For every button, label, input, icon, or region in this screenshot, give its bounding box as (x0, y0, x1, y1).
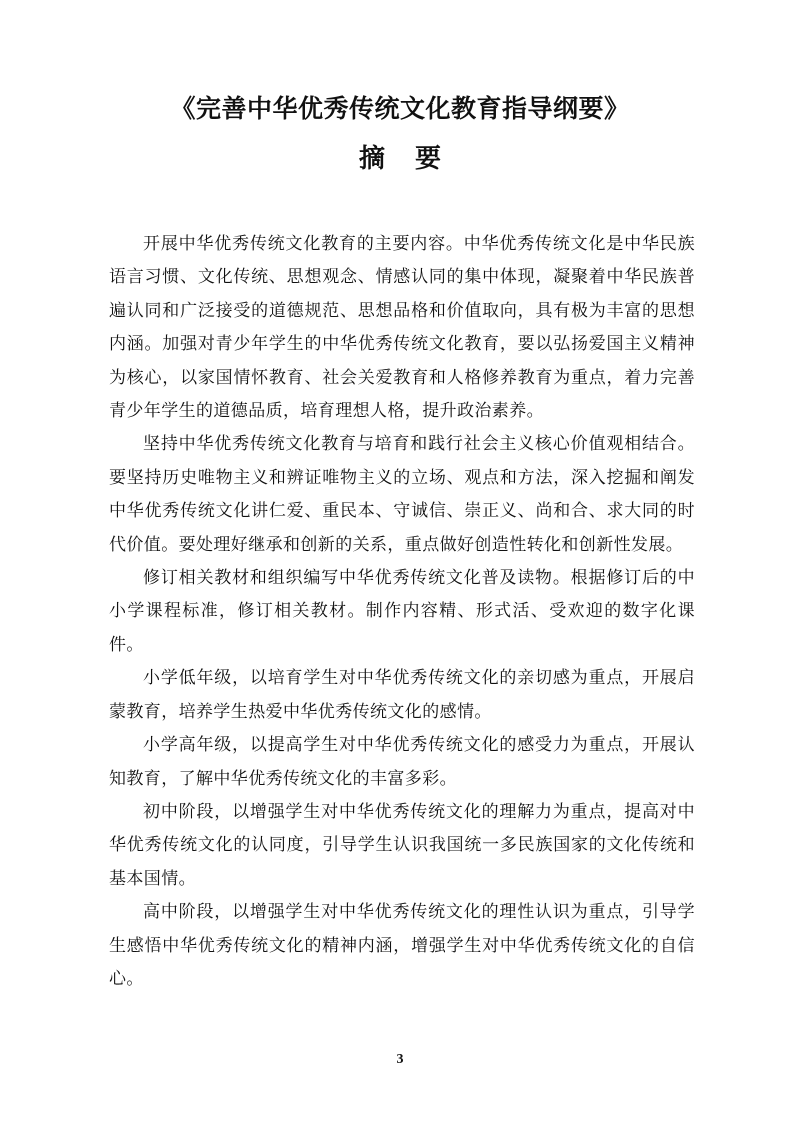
document-title: 《完善中华优秀传统文化教育指导纲要》 (170, 94, 630, 123)
paragraph-senior-high: 高中阶段，以增强学生对中华优秀传统文化的理性认识为重点，引导学生感悟中华优秀传统文化的精神内涵，增强学生对中华优秀传统文化的自信心。 (109, 902, 695, 989)
document-subtitle: 摘要 (358, 144, 471, 174)
document-body (109, 228, 695, 996)
paragraph-primary-lower: 小学低年级，以培育学生对中华优秀传统文化的亲切感为重点，开展启蒙教育，培养学生热爱中华优秀传统文化的感情。 (109, 668, 695, 722)
paragraph-primary-upper: 小学高年级，以提高学生对中华优秀传统文化的感受力为重点，开展认知教育，了解中华优秀传统文化的丰富多彩。 (109, 735, 695, 789)
paragraph-textbooks: 修订相关教材和组织编写中华优秀传统文化普及读物。根据修订后的中小学课程标准，修订相关教材。制作内容精、形式活、受欢迎的数字化课件。 (109, 568, 695, 655)
page-number: 3 (396, 1052, 404, 1067)
paragraph-junior-high: 初中阶段，以增强学生对中华优秀传统文化的理解力为重点，提高对中华优秀传统文化的认同度，引导学生认识我国统一多民族国家的文化传统和基本国情。 (109, 801, 695, 889)
paragraph-core-values: 坚持中华优秀传统文化教育与培育和践行社会主义核心价值观相结合。要坚持历史唯物主义和辨证唯物主义的立场、观点和方法，深入挖掘和阐发中华优秀传统文化讲仁爱、重民本、守诚信、崇正义、尚和合、求大同的时代价值。要处理好继承和创新的关系，重点做好创造性转化和创新性发展。 (109, 434, 695, 555)
paragraph-main-content: 开展中华优秀传统文化教育的主要内容。中华优秀传统文化是中华民族语言习惯、文化传统、思想观念、情感认同的集中体现，凝聚着中华民族普遍认同和广泛接受的道德规范、思想品格和价值取向，具有极为丰富的思想内涵。加强对青少年学生的中华优秀传统文化教育，要以弘扬爱国主义精神为核心，以家国情怀教育、社会关爱教育和人格修养教育为重点，着力完善青少年学生的道德品质，培育理想人格，提升政治素养。 (109, 234, 695, 422)
